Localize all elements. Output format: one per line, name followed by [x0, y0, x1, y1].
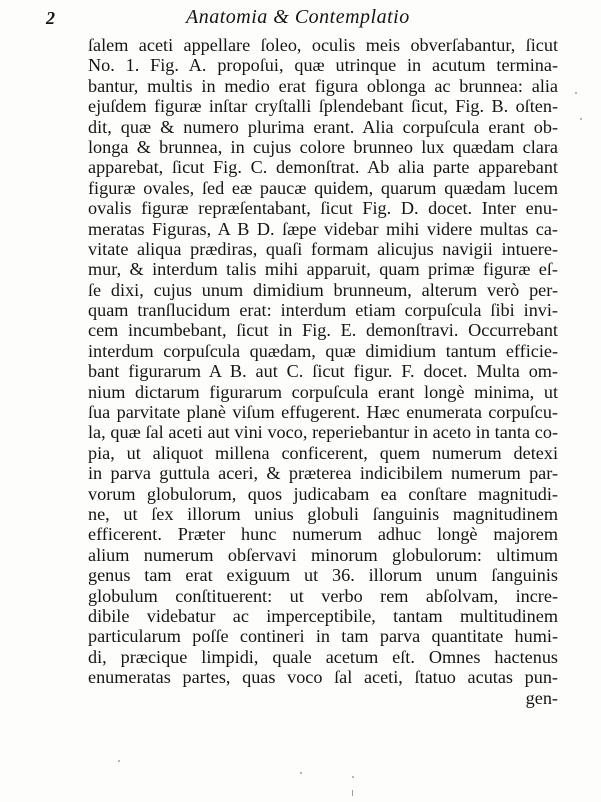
text-line: nium dictarum figurarum corpuſcula erant longè minima, ut — [88, 381, 558, 402]
text-line: apparebat, ſicut Fig. C. demonſtrat. Ab alia parte apparebant — [88, 157, 558, 178]
text-line: dit, quæ & numero plurima erant. Alia corpuſcula erant ob- — [88, 116, 558, 137]
text-line: meratas Figuras, A B D. ſæpe videbar mihi videre multas ca- — [88, 218, 558, 239]
text-line: bantur, multis in medio erat figura oblonga ac brunnea: alia — [88, 75, 558, 96]
text-line: interdum corpuſcula quædam, quæ dimidium tantum efficie- — [88, 340, 558, 361]
text-line: ſua parvitate planè viſum effugerent. Hæc enumerata corpuſcu- — [88, 402, 558, 423]
ink-speck — [352, 776, 354, 778]
text-line: alium numerum obſervavi minorum globulorum: ultimum — [88, 544, 558, 565]
text-line: di, præcique limpidi, quale acetum eſt. Omnes hactenus — [88, 646, 558, 667]
text-line: ſe dixi, cujus unum dimidium brunneum, alterum verò per- — [88, 279, 558, 300]
ink-speck — [575, 92, 577, 94]
text-line: No. 1. Fig. A. propoſui, quæ utrinque in acutum termina- — [88, 55, 558, 76]
text-line: pia, ut aliquot millena conficerent, quem numerum detexi — [88, 442, 558, 463]
running-title: Anatomia & Contemplatio — [186, 6, 410, 28]
text-line: quam tranſlucidum erat: interdum etiam corpuſcula ſibi invi- — [88, 300, 558, 321]
text-line: ſalem aceti appellare ſoleo, oculis meis obverſabantur, ſicut — [88, 35, 558, 55]
text-line: figuræ ovales, ſed eæ paucæ quidem, quarum quædam lucem — [88, 177, 558, 198]
text-line: longa & brunnea, in cujus colore brunneo lux quædam clara — [88, 136, 558, 157]
text-line: ne, ut ſex illorum unius globuli ſanguinis magnitudinem — [88, 503, 558, 524]
text-line: globulum conſtituerent: ut verbo rem abſolvam, incre- — [88, 585, 558, 606]
text-line: enumeratas partes, quas voco ſal aceti, ſtatuo acutas pun- — [88, 667, 558, 688]
text-line: vitate aliqua prædiras, quaſi formam alicujus navigii intuere- — [88, 238, 558, 259]
text-line: cem incumbebant, ſicut in Fig. E. demonſtravi. Occurrebant — [88, 320, 558, 341]
ink-speck — [580, 118, 582, 120]
text-line: bant figurarum A B. aut C. ſicut figur. F. docet. Multa om- — [88, 361, 558, 382]
text-line: particularum poſſe contineri in tam parva quantitate humi- — [88, 626, 558, 647]
text-line: mur, & interdum talis mihi apparuit, quam primæ figuræ eſ- — [88, 259, 558, 280]
ink-speck — [118, 760, 120, 762]
text-line: genus tam erat exiguum ut 36. illorum unum ſanguinis — [88, 565, 558, 586]
text-line: efficerent. Præter hunc numerum adhuc longè majorem — [88, 524, 558, 545]
text-line: la, quæ ſal aceti aut vini voco, reperiebantur in aceto in tanta co- — [88, 422, 558, 443]
catchword: gen- — [525, 687, 558, 708]
text-line: ovalis figuræ repræſentabant, ſicut Fig. D. docet. Inter enu- — [88, 198, 558, 219]
text-line: vorum globulorum, quos judicabam ea conſtare magnitudi- — [88, 483, 558, 504]
text-line: ejuſdem figuræ inſtar cryſtalli ſplendebant ſicut, Fig. B. oſten- — [88, 96, 558, 117]
text-line: in parva guttula aceri, & præterea indicibilem numerum par- — [88, 463, 558, 484]
ink-speck — [300, 772, 302, 774]
text-line: dibile videbatur ac imperceptibile, tantam multitudinem — [88, 605, 558, 626]
page-number: 2 — [46, 8, 55, 28]
ink-speck — [352, 790, 353, 796]
body-text — [88, 35, 558, 708]
page-header — [46, 4, 566, 32]
